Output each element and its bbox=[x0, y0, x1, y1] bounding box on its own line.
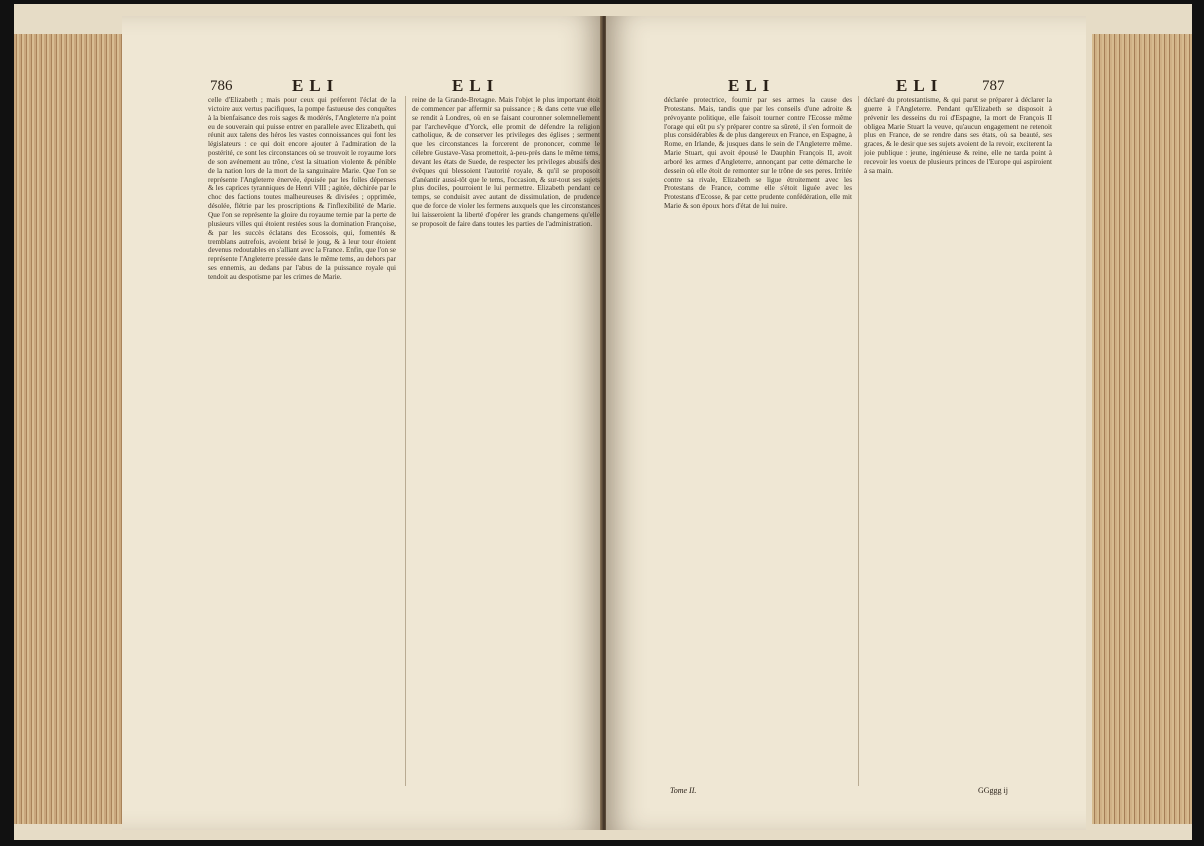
left-page-number: 786 bbox=[210, 78, 233, 94]
left-column-1 bbox=[208, 96, 396, 796]
right-header-right: ELI bbox=[896, 76, 944, 95]
left-column-rule bbox=[405, 96, 406, 786]
right-column-rule bbox=[858, 96, 859, 786]
right-column-2 bbox=[864, 96, 1052, 796]
right-col1-text: déclarée protectrice, fournir par ses armes la cause des Protestans. Mais, tandis que par les conseils d'une adroite & prévoyante politique, elle faisoit tourner contre l'Ecosse même l'orage qui eût pu s'y préparer contre sa sûreté, il s'en formoit de plus considérables & de plus dangereux en France, en Espagne, à Rome, en Irlande, & jusques dans le sein de l'Angleterre même. Marie Stuart, qui avoit épousé le Dauphin François II, avoit arboré les armes d'Angleterre, annonçant par cette démarche le dessein où elle étoit de remonter sur le trône de ses peres. Irritée contre sa rivale, Elizabeth se ligue étroitement avec les Protestans de France, comme elle s'étoit liguée avec les Protestans d'Ecosse, & par cette prudente confédération, elle mit Marie & son époux hors d'état de lui nuire. bbox=[664, 96, 852, 211]
right-column-1 bbox=[664, 96, 852, 796]
left-page bbox=[122, 16, 602, 830]
left-column-2 bbox=[412, 96, 600, 796]
left-header-right: ELI bbox=[452, 76, 500, 95]
left-col2-text: reine de la Grande-Bretagne. Mais l'objet le plus important étoit de commencer par affermir sa puissance ; & dans cette vue elle se rendit à Londres, où en se faisant couronner solemnellement par l'archevêque d'Yorck, elle promit de défendre la religion catholique, & de conserver les privileges des églises ; serment que les circonstances la forcerent de prononcer, comme le célebre Gustave-Vasa promettoit, à-peu-près dans le même tems, devant les états de Suede, de respecter les privileges abusifs des évêques qui blessoient l'autorité royale, & qu'il se proposoit d'anéantir aussi-tôt que le tems, l'occasion, & sur-tout ses sujets plus dociles, pourroient le lui permettre. Elizabeth pendant ce temps, se conduisit avec autant de dissimulation, de prudence que de force de violer les fermens auxquels que les circonstances lui laisseroient la liberté d'opérer les grands changemens qu'elle se proposoit de faire dans toutes les parties de l'administration. bbox=[412, 96, 600, 228]
right-page bbox=[606, 16, 1086, 830]
open-book bbox=[14, 4, 1192, 840]
right-col2-text: déclaré du protestantisme, & qui parut se préparer à déclarer la guerre à l'Angleterre. Pendant qu'Elizabeth se disposoit à prévenir les desseins du roi d'Espagne, la mort de François II obligea Marie Stuart la veuve, qu'aucun engagement ne retenoit plus en France, de se rendre dans ses états, où sa beauté, ses graces, & le desir que ses sujets avoient de la revoir, exciterent la joie publique : jeune, ingénieuse & reine, elle ne tarda point à recevoir les voeux de plusieurs princes de l'Europe qui aspiroient à sa main. bbox=[864, 96, 1052, 175]
right-header-left: ELI bbox=[728, 76, 776, 95]
tome-label: Tome II. bbox=[670, 786, 697, 795]
right-page-number: 787 bbox=[982, 78, 1005, 94]
signature-mark: GGggg ij bbox=[978, 786, 1008, 795]
left-header-left: ELI bbox=[292, 76, 340, 95]
left-col1-text: celle d'Elizabeth ; mais pour ceux qui préferent l'éclat de la victoire aux vertus pacifiques, la pompe fastueuse des conquêtes à la bienfaisance des rois sages & modérés, l'Angleterre n'a point eu de souverain qui puisse entrer en parallele avec Elizabeth, qui réunit aux talens des héros les vastes connoissances qui font les législateurs : ce qui doit encore ajouter à l'admiration de la postérité, ce sont les circonstances où se trouvoit le royaume lors de son avénement au trône, c'est la situation violente & pénible de la nation lors de la mort de la sanguinaire Marie. Que l'on se représente l'Angleterre énervée, épuisée par les folles dépenses & les caprices tyranniques de Henri VIII ; agitée, déchirée par le choc des factions toutes malheureuses & divisées ; opprimée, désolée, flétrie par les proscriptions & l'inflexibilité de Marie. Que l'on se représente la gloire du royaume ternie par la perte de plusieurs villes qui étoient restées sous la domination Françoise, & par les succès éclatans des Ecossois, qui, fomentés & tremblans autrefois, avoient brisé le joug, & à leur tour étoient devenus redoutables en s'alliant avec la France. Enfin, que l'on se représente l'Angleterre pressée dans le même tems, au dehors par ses ennemis, au dedans par l'abus de la puissance royale qui tendoit au despotisme par les crimes de Marie. bbox=[208, 96, 396, 281]
left-page-edges bbox=[14, 34, 134, 824]
right-page-edges bbox=[1092, 34, 1192, 824]
